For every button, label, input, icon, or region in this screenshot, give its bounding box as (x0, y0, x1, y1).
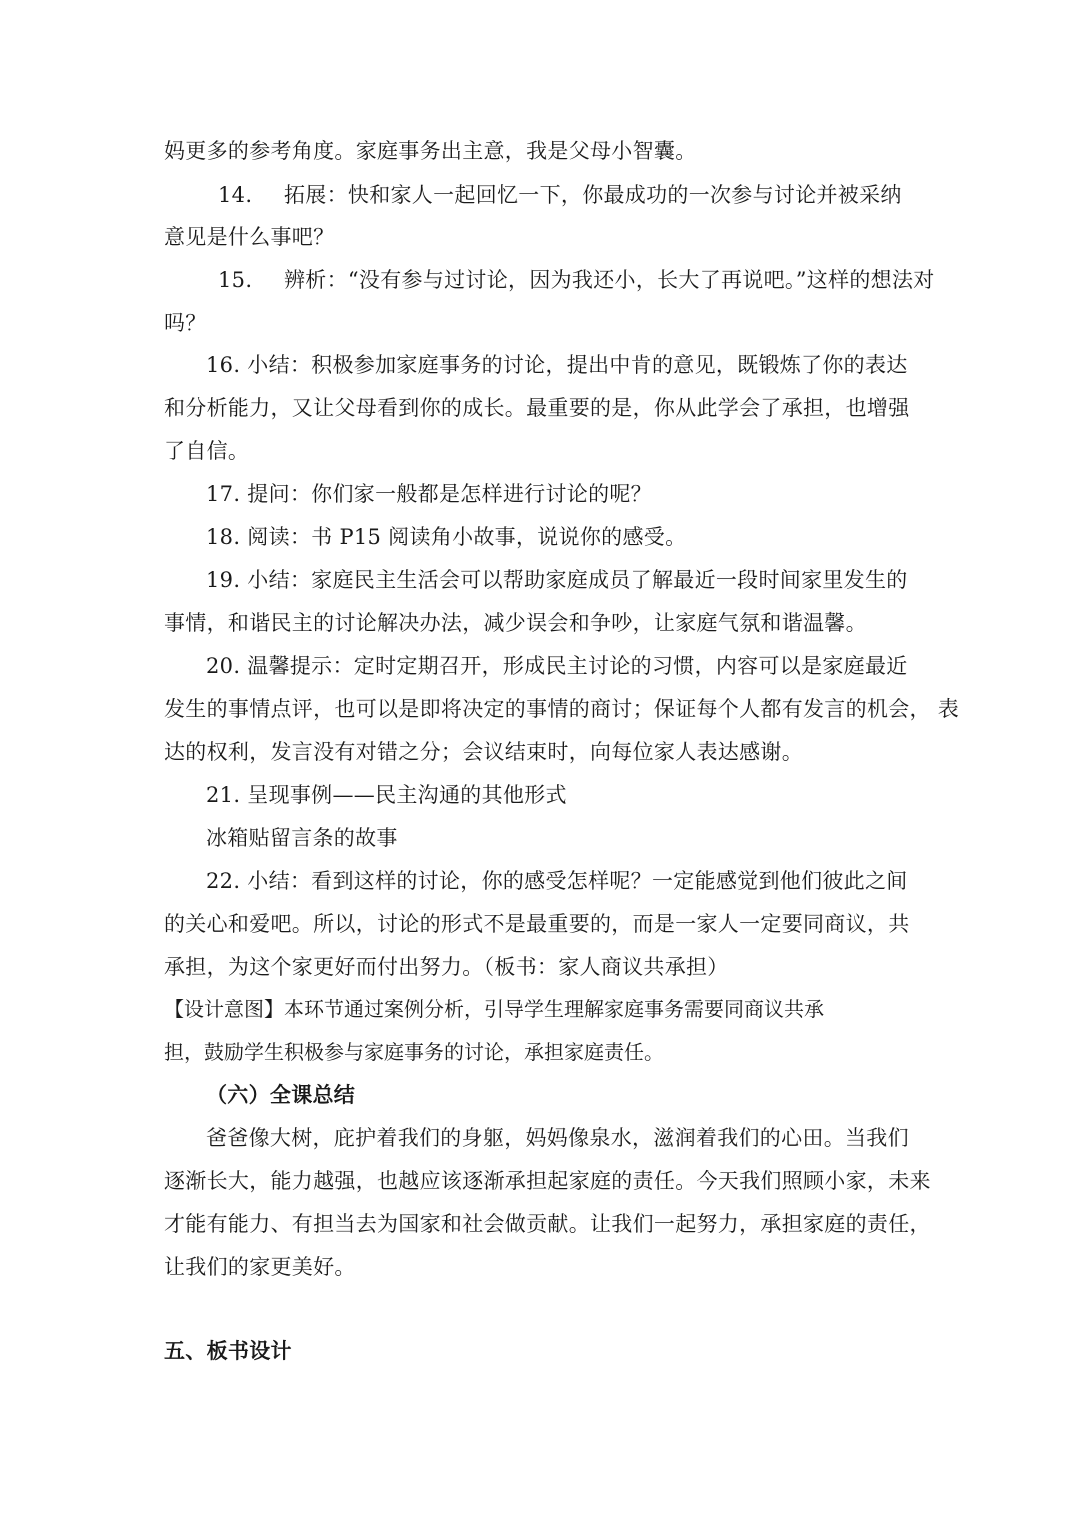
item-21-story: 冰箱贴留言条的故事 (206, 826, 398, 850)
item-14-text-cont: 意见是什么事吧？ (164, 225, 335, 249)
item-19-text: 19. 小结：家庭民主生活会可以帮助家庭成员了解最近一段时间家里发生的 (206, 568, 908, 592)
item-22-text: 22. 小结：看到这样的讨论，你的感受怎样呢？一定能感觉到他们彼此之间 (206, 869, 908, 893)
summary-text-4: 让我们的家更美好。 (164, 1255, 356, 1279)
item-number-14: 14. (218, 183, 253, 207)
item-17-text: 17. 提问：你们家一般都是怎样进行讨论的呢？ (206, 482, 652, 506)
item-20-text: 20. 温馨提示：定时定期召开，形成民主讨论的习惯，内容可以是家庭最近 (206, 654, 908, 678)
design-intent: 【设计意图】本环节通过案例分析，引导学生理解家庭事务需要同商议共承 (164, 997, 824, 1021)
item-16-text: 16. 小结：积极参加家庭事务的讨论，提出中肯的意见，既锻炼了你的表达 (206, 353, 908, 377)
paragraph-line: 妈更多的参考角度。家庭事务出主意，我是父母小智囊。 (164, 139, 697, 163)
item-14-text: 拓展：快和家人一起回忆一下，你最成功的一次参与讨论并被采纳 (284, 183, 902, 207)
summary-text-2: 逐渐长大，能力越强，也越应该逐渐承担起家庭的责任。今天我们照顾小家，未来 (164, 1169, 931, 1193)
item-22-text-end: 承担，为这个家更好而付出努力。（板书：家人商议共承担） (164, 955, 729, 979)
item-15-text: 辨析：“没有参与过讨论，因为我还小，长大了再说吧。”这样的想法对 (284, 268, 935, 292)
section-heading-6: （六）全课总结 (206, 1082, 356, 1107)
summary-text: 爸爸像大树，庇护着我们的身躯，妈妈像泉水，滋润着我们的心田。当我们 (206, 1126, 909, 1150)
design-intent-cont: 担，鼓励学生积极参与家庭事务的讨论，承担家庭责任。 (164, 1040, 664, 1064)
summary-text-3: 才能有能力、有担当去为国家和社会做贡献。让我们一起努力，承担家庭的责任， (164, 1212, 931, 1236)
item-18-text: 18. 阅读：书 P15 阅读角小故事，说说你的感受。 (206, 525, 687, 549)
item-21-text: 21. 呈现事例——民主沟通的其他形式 (206, 783, 567, 807)
item-19-text-cont: 事情，和谐民主的讨论解决办法，减少误会和争吵，让家庭气氛和谐温馨。 (164, 611, 867, 635)
section-heading-5: 五、板书设计 (164, 1338, 292, 1363)
item-15-text-cont: 吗？ (164, 311, 207, 335)
item-20-text-end: 达的权利，发言没有对错之分；会议结束时，向每位家人表达感谢。 (164, 740, 803, 764)
item-number-15: 15. (218, 268, 253, 292)
item-22-text-cont: 的关心和爱吧。所以，讨论的形式不是最重要的，而是一家人一定要同商议，共 (164, 912, 910, 936)
item-20-text-cont: 发生的事情点评，也可以是即将决定的事情的商讨；保证每个人都有发言的机会， 表 (164, 697, 960, 721)
item-16-text-end: 了自信。 (164, 439, 250, 463)
item-16-text-cont: 和分析能力，又让父母看到你的成长。最重要的是，你从此学会了承担，也增强 (164, 396, 910, 420)
